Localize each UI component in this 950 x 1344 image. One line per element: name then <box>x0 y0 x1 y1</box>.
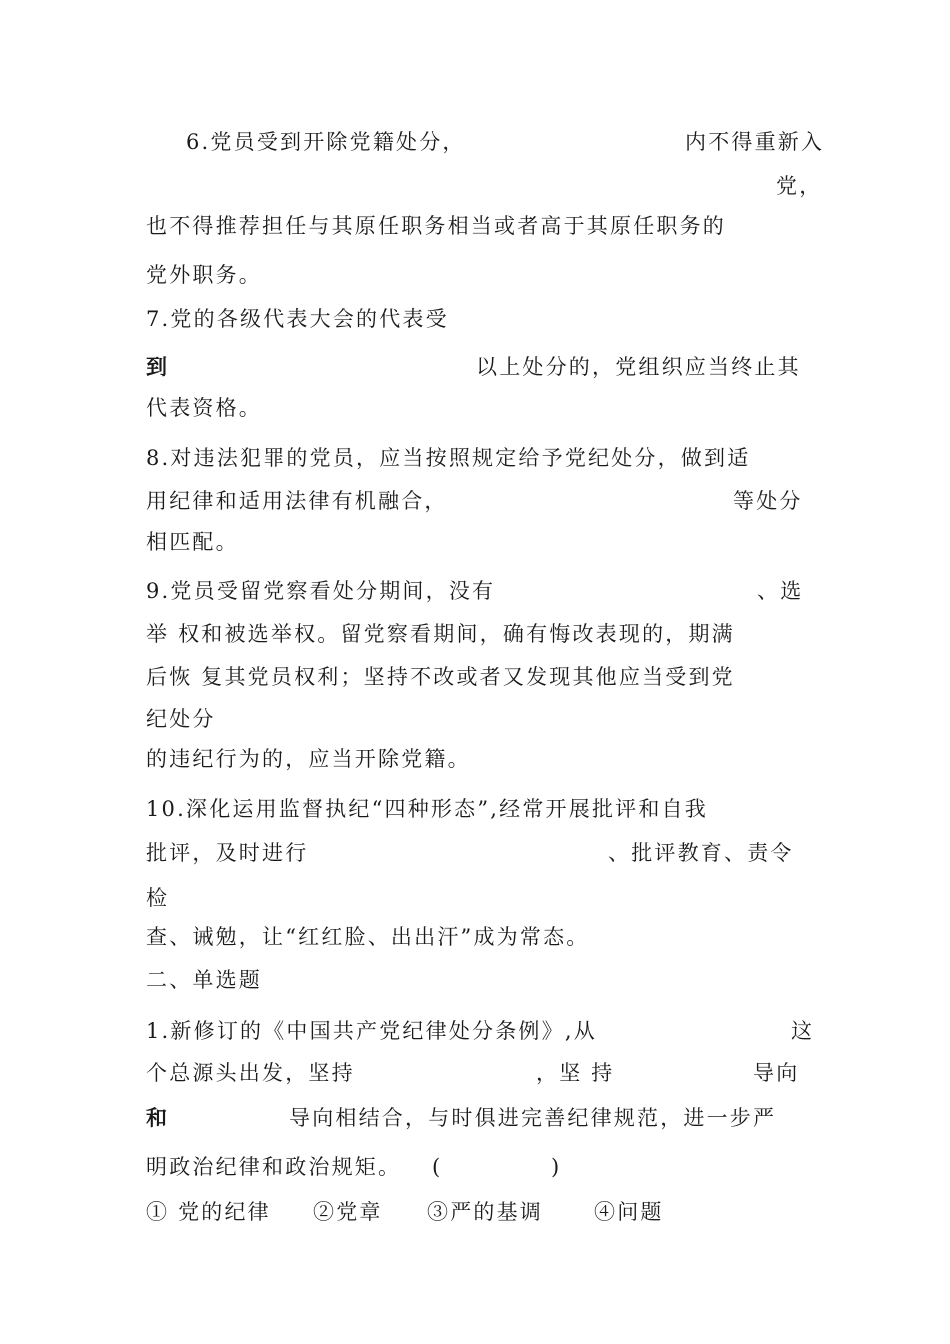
q8-text-line2b: 等处分 <box>733 489 803 513</box>
q10-text-line4: 查、诫勉，让“红红脸、出出汗”成为常态。 <box>146 925 590 949</box>
mc1-answer-open-paren: ( <box>432 1155 443 1179</box>
q8-text-line3: 相匹配。 <box>146 530 239 554</box>
section-title-single-choice: 二、单选题 <box>146 968 262 992</box>
q6-text-line2: 也不得推荐担任与其原任职务相当或者高于其原任职务的 <box>146 214 726 238</box>
mc1-text-line3a: 和 <box>146 1105 170 1130</box>
mc1-text-line2c: 导向 <box>753 1061 800 1085</box>
mc1-text-line1a: 1.新修订的《中国共产党纪律处分条例》,从 <box>146 1019 597 1043</box>
q6-text-part3: 党， <box>776 174 823 198</box>
mc1-option-4: ④问题 <box>594 1200 664 1224</box>
mc1-option-2: ②党章 <box>313 1200 383 1224</box>
mc1-option-3: ③严的基调 <box>427 1200 543 1224</box>
q8-text-line1: 8.对违法犯罪的党员，应当按照规定给予党纪处分，做到适 <box>146 446 751 470</box>
q9-text-line1a: 9.党员受留党察看处分期间，没有 <box>146 579 496 603</box>
q9-text-line1b: 、选 <box>757 579 804 603</box>
q9-text-line3: 后恢 复其党员权利；坚持不改或者又发现其他应当受到党 <box>146 665 735 689</box>
mc1-answer-close-paren: ) <box>551 1155 562 1179</box>
mc1-text-line3b: 导向相结合，与时俱进完善纪律规范，进一步严 <box>289 1106 777 1130</box>
mc1-text-line1b: 这 <box>791 1019 815 1043</box>
mc1-text-line2a: 个总源头出发，坚持 <box>146 1061 355 1085</box>
q8-text-line2a: 用纪律和适用法律有机融合， <box>146 489 448 513</box>
q7-text-line1: 7.党的各级代表大会的代表受 <box>146 307 449 331</box>
q9-text-line4: 纪处分 <box>146 707 216 731</box>
q6-text-part1: 6.党员受到开除党籍处分， <box>186 130 466 154</box>
q7-text-part2: 以上处分的，党组织应当终止其 <box>476 355 801 379</box>
q6-text-line3: 党外职务。 <box>146 263 262 287</box>
mc1-option-1: ① 党的纪律 <box>146 1200 271 1224</box>
q9-text-line5: 的违纪行为的，应当开除党籍。 <box>146 747 471 771</box>
mc1-text-line4a: 明政治纪律和政治规矩。 <box>146 1155 402 1179</box>
q10-text-line3: 检 <box>146 886 170 910</box>
q7-text-bold: 到 <box>146 354 170 379</box>
q7-text-line3: 代表资格。 <box>146 396 262 420</box>
q9-text-line2: 举 权和被选举权。留党察看期间，确有悔改表现的，期满 <box>146 622 735 646</box>
q10-text-line2b: 、批评教育、责令 <box>608 841 794 865</box>
q6-text-part2: 内不得重新入 <box>685 130 825 154</box>
q10-text-line1: 10.深化运用监督执纪“四种形态”,经常开展批评和自我 <box>146 797 708 821</box>
q10-text-line2a: 批评，及时进行 <box>146 841 309 865</box>
mc1-text-line2b: ，坚 持 <box>536 1061 615 1085</box>
